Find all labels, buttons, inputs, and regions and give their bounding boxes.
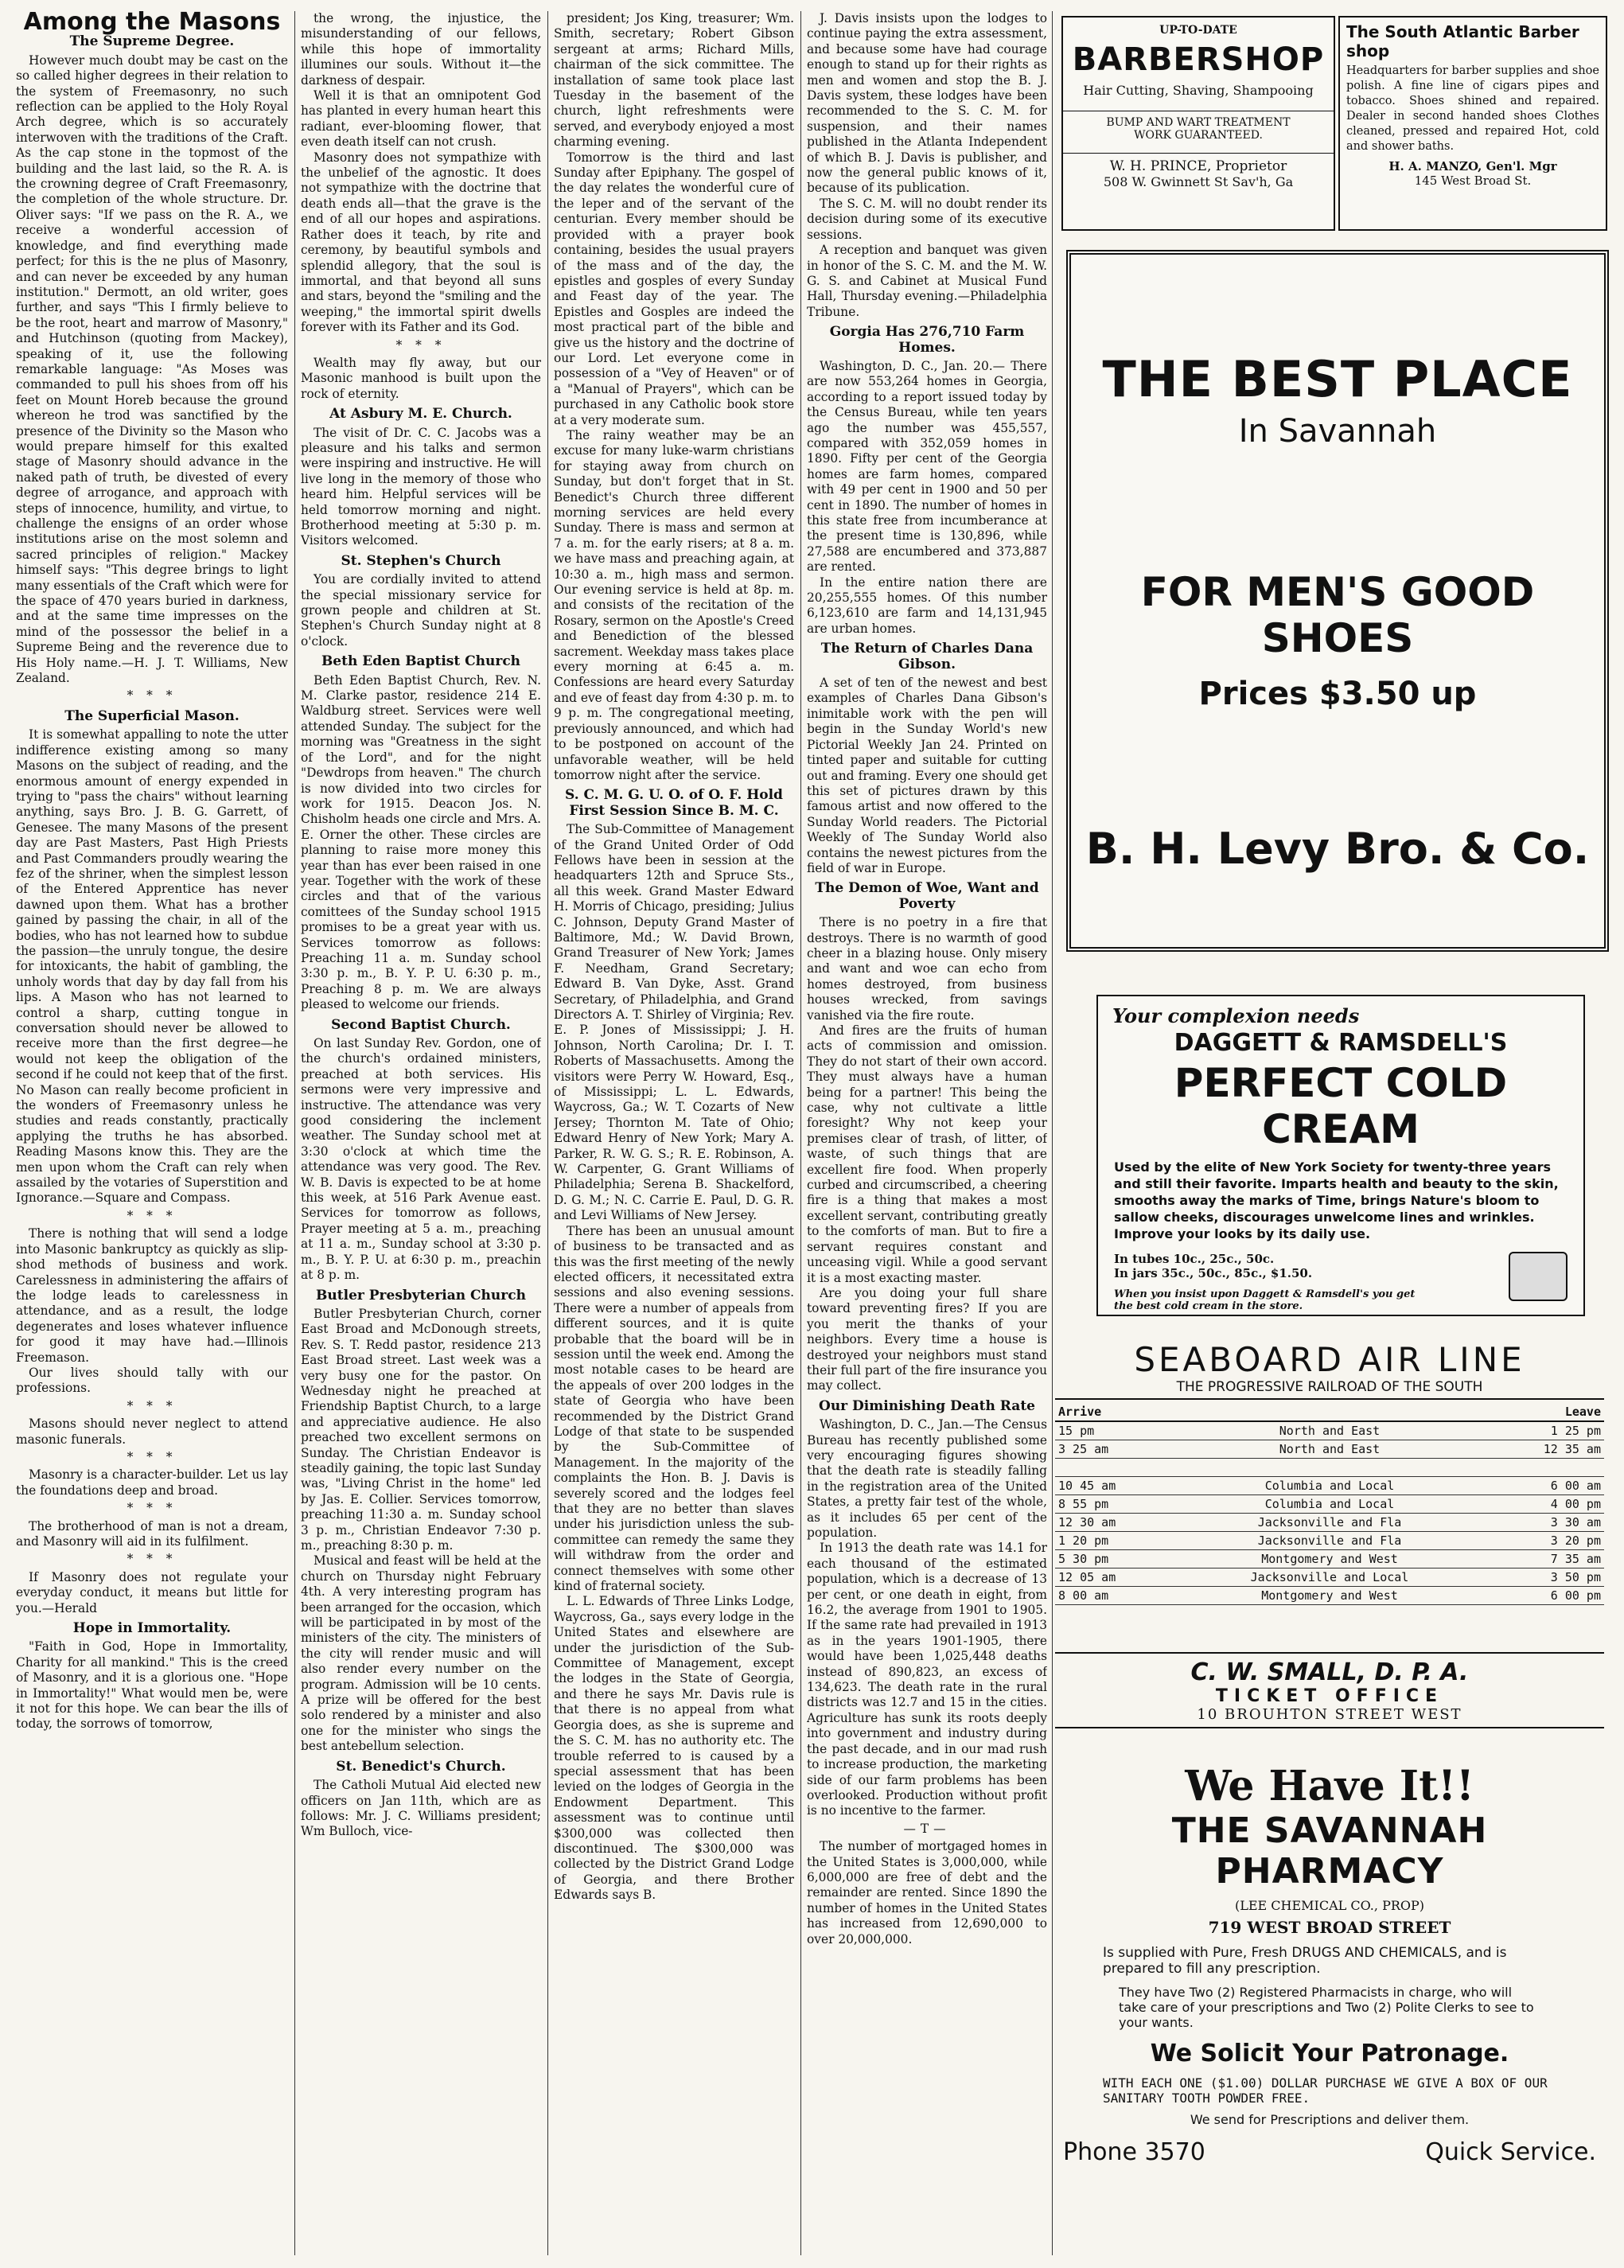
column-4	[807, 11, 1047, 2255]
article-paragraph: The number of mortgaged homes in the United States is 3,000,000, while 6,000,000 are free of debt and the remainder are rented. Since 1890 the number of homes in the United States has increased from 12,690,000 to over 20,000,000.	[807, 1839, 1047, 1947]
rail-schedule-row	[1055, 1440, 1604, 1459]
heading-superficial-mason: The Superficial Mason.	[64, 707, 240, 724]
article-paragraph: Tomorrow is the third and last Sunday after Epiphany. The gospel of the day relates the wonderful cure of the leper and of the servant of the centurian. Every member should be provided with a prayer book containing, besides the usual prayers of the mass and of the day, the epistles and gosples of every Sunday and Feast day of the year. The Epistles and Gosples are indeed the most practical part of the bible and give us the history and the doctrine of our Lord. Let everyone come in possession of a "Vey of Heaven" or of a "Manual of Prayers", which can be purchased in any Catholic book store at a very moderate sum.	[554, 150, 794, 427]
small-l3: 10 BROUHTON STREET WEST	[1197, 1706, 1462, 1723]
rail-cell-dest: Montgomery and West	[1176, 1587, 1483, 1605]
sab-addr: 145 West Broad St.	[1414, 173, 1532, 188]
levy-line5: B. H. Levy Bro. & Co.	[1085, 824, 1590, 874]
section-divider: * * *	[127, 1208, 177, 1223]
rail-cell-dest: Jacksonville and Local	[1176, 1569, 1483, 1587]
newspaper-page	[16, 11, 1608, 2257]
pharm-l9: We send for Prescriptions and deliver them.	[1190, 2112, 1470, 2127]
barber-line3: WORK GUARANTEED.	[1134, 129, 1263, 142]
small-name: C. W. SMALL, D. P. A.	[1190, 1658, 1469, 1686]
article-paragraph: Masons should never neglect to attend masonic funerals.	[16, 1417, 288, 1447]
article-paragraph: If Masonry does not regulate your everyday conduct, it means but little for you.—Herald	[16, 1569, 288, 1615]
pharm-quick: Quick Service.	[1425, 2138, 1596, 2166]
barber-prop: W. H. PRINCE, Proprietor	[1063, 153, 1334, 174]
ad-savannah-pharmacy	[1055, 1762, 1604, 2250]
rail-schedule-row	[1055, 1587, 1604, 1605]
rail-header-arrive: Arrive	[1055, 1403, 1176, 1421]
barber-services: Hair Cutting, Shaving, Shampooing	[1083, 83, 1314, 98]
article-paragraph: In the entire nation there are 20,255,555 homes. Of this number 6,123,610 are farm and 14,131,945 are urban homes.	[807, 575, 1047, 636]
rail-cell-lv	[1483, 1459, 1604, 1477]
rail-cell-dest: Columbia and Local	[1176, 1495, 1483, 1514]
cream-tag: When you insist upon Daggett & Ramsdell's you get the best cold cream in the store.	[1114, 1288, 1416, 1312]
rail-cell-dest	[1176, 1459, 1483, 1477]
rail-cell-lv: 3 30 am	[1483, 1514, 1604, 1532]
rail-cell-lv: 3 50 pm	[1483, 1569, 1604, 1587]
pharm-l4: 719 WEST BROAD STREET	[1208, 1918, 1451, 1937]
article-paragraph: The visit of Dr. C. C. Jacobs was a pleasure and his talks and sermon were inspiring and instructive. He will live long in the memory of those who heard him. Helpful services will be held tomorrow morning and night. Brotherhood meeting at 5:30 p. m. Visitors welcomed.	[301, 425, 541, 548]
barber-line2: BUMP AND WART TREATMENT	[1063, 111, 1334, 129]
column-rule	[294, 11, 295, 2255]
rail-schedule-row	[1055, 1550, 1604, 1569]
cream-brand: DAGGETT & RAMSDELL'S	[1174, 1029, 1508, 1057]
column-2	[301, 11, 541, 2255]
article-paragraph: The Catholi Mutual Aid elected new officers on Jan 11th, which are as follows: Mr. J. C. Williams president; Wm Bulloch, vice-	[301, 1778, 541, 1839]
heading-butler-presbyterian: Butler Presbyterian Church	[316, 1287, 526, 1304]
article-paragraph: You are cordially invited to attend the special missionary service for grown people and children at St. Stephen's Church Sunday night at 8 o'clock.	[301, 572, 541, 649]
levy-line2: In Savannah	[1238, 413, 1437, 450]
cream-text: Used by the elite of New York Society for twenty-three years and still their favorite. Imparts health and beauty to the skin, smooths away the marks of Time, brings Nature's bloom to sallow cheeks, discourages unwelcome lines and wrinkles. Improve your looks by its daily use.	[1114, 1159, 1559, 1241]
column-rule	[1052, 11, 1053, 2255]
rail-cell-lv: 6 00 am	[1483, 1477, 1604, 1495]
headline-among-the-masons: Among the Masons	[23, 11, 281, 36]
article-paragraph: president; Jos King, treasurer; Wm. Smith, secretary; Robert Gibson sergeant at arms; Richard Mills, chairman of the sick committee. The installation of same took place last Tuesday in the basement of the church, light refreshments were served, and everybody enjoyed a most charming evening.	[554, 11, 794, 150]
barber-addr: 508 W. Gwinnett St Sav'h, Ga	[1103, 174, 1294, 189]
pharm-phone: Phone 3570	[1063, 2138, 1205, 2166]
rail-schedule-row	[1055, 1532, 1604, 1550]
rail-cell-arr: 12 05 am	[1055, 1569, 1176, 1587]
pharm-l2: THE SAVANNAH PHARMACY	[1171, 1810, 1488, 1892]
rail-schedule-table	[1055, 1403, 1604, 1605]
section-divider: * * *	[395, 337, 446, 353]
sab-name: The South Atlantic Barber shop	[1346, 22, 1579, 60]
rail-cell-dest: North and East	[1176, 1440, 1483, 1459]
rail-schedule-row	[1055, 1459, 1604, 1477]
ad-south-atlantic-barber	[1338, 16, 1607, 231]
rail-schedule-row	[1055, 1421, 1604, 1440]
rail-cell-arr: 10 45 am	[1055, 1477, 1176, 1495]
rail-name: SEABOARD AIR LINE	[1134, 1340, 1525, 1379]
cream-tubes: In tubes 10c., 25c., 50c.	[1114, 1252, 1275, 1266]
rail-cell-arr: 8 00 am	[1055, 1587, 1176, 1605]
heading-scmg-odd-fellows: S. C. M. G. U. O. of O. F. Hold First Session Since B. M. C.	[565, 787, 783, 819]
heading-death-rate: Our Diminishing Death Rate	[819, 1397, 1035, 1414]
pharm-l1: We Have It!!	[1185, 1762, 1474, 1810]
article-paragraph: Wealth may fly away, but our Masonic manhood is built upon the rock of eternity.	[301, 355, 541, 401]
heading-st-stephens: St. Stephen's Church	[341, 552, 501, 569]
article-paragraph: Masonry is a character-builder. Let us lay the foundations deep and broad.	[16, 1467, 288, 1498]
pharm-l3: (LEE CHEMICAL CO., PROP)	[1234, 1898, 1424, 1913]
levy-line4: Prices $3.50 up	[1198, 676, 1477, 712]
article-paragraph: There is no poetry in a fire that destroys. There is no warmth of good cheer in a blazing house. Only misery and want and woe can echo from homes destroyed, from business houses wrecked, from savings vanished via the fire route.	[807, 915, 1047, 1023]
rail-header-leave: Leave	[1483, 1403, 1604, 1421]
rail-cell-arr	[1055, 1459, 1176, 1477]
rail-cell-arr: 5 30 pm	[1055, 1550, 1176, 1569]
section-divider: * * *	[127, 688, 177, 703]
heading-gibson-return: The Return of Charles Dana Gibson.	[820, 641, 1034, 672]
small-l2: TICKET OFFICE	[1215, 1686, 1444, 1706]
section-divider: * * *	[127, 1398, 177, 1413]
ad-cold-cream	[1096, 995, 1585, 1316]
rail-cell-lv: 4 00 pm	[1483, 1495, 1604, 1514]
rail-cell-dest: Jacksonville and Fla	[1176, 1532, 1483, 1550]
rail-cell-arr: 12 30 am	[1055, 1514, 1176, 1532]
article-paragraph: Butler Presbyterian Church, corner East Broad and McDonough streets, Rev. S. T. Redd pastor, residence 213 East Broad street. Last week was a very busy one for the pastor. On Wednesday night he preached at Friendship Baptist Church, to a large and appreciative audience. He also preached two excellent sermons on Sunday. The Christian Endeavor is steadily gaining, the topic last Sunday was, "Living Christ in the home" led by Jas. E. Collier. Services tomorrow, preaching 11:30 a. m. Sunday school 3 p. m., Christian Endeavor 7:30 p. m., preaching 8:30 p. m.	[301, 1306, 541, 1553]
article-paragraph: And fires are the fruits of human acts of commission and omission. They do not start of their own accord. They must always have a human being for a partner! This being the case, why not cultivate a little foresight? Why not keep your premises clear of trash, of litter, of waste, of such things that are excellent fire food. When properly curbed and circumscribed, a cheering fire is a thing that makes a most excellent servant, contributing greatly to the comforts of man. But to fire a servant requires constant and unceasing vigil. While a good servant it is a most exacting master.	[807, 1023, 1047, 1285]
rail-cell-lv: 6 00 pm	[1483, 1587, 1604, 1605]
rail-cell-dest: Montgomery and West	[1176, 1550, 1483, 1569]
section-divider: * * *	[127, 1552, 177, 1567]
column-rule	[800, 11, 801, 2255]
article-paragraph: There is nothing that will send a lodge into Masonic bankruptcy as quickly as slip-shod methods of business and work. Carelessness in administering the affairs of the lodge leads to carelessness in attendance, and as a result, the lodge degenerates and loses whatever influence for good it may have had.—Illinois Freemason.	[16, 1226, 288, 1365]
article-paragraph: "Faith in God, Hope in Immortality, Charity for all mankind." This is the creed of Masonry, and it is a glorious one. "Hope in Immortality!" What would men be, were it not for this hope. We can bear the ills of today, the sorrows of tomorrow,	[16, 1639, 288, 1732]
article-paragraph: The Sub-Committee of Management of the Grand United Order of Odd Fellows have been in session at the headquarters 12th and Spruce Sts., all this week. Grand Master Edward H. Morris of Chicago, presiding; Julius C. Johnson, Deputy Grand Master of Baltimore, Md.; W. David Brown, Grand Treasurer of New York; James F. Needham, Grand Secretary; Edward B. Van Dyke, Asst. Grand Secretary, of Philadelphia, and Grand Directors A. T. Shirley of Virginia; Rev. E. P. Jones of Mississippi; J. H. Johnson, North Carolina; Dr. I. T. Roberts of Massachusetts. Among the visitors were Perry W. Howard, Esq., of Mississippi; L. L. Edwards, Waycross, Ga.; W. T. Cozarts of New Jersey; Thornton M. Tate of Ohio; Edward Henry of New York; Mary A. Parker, R. W. G. S.; R. E. Robinson, A. W. Carpenter, G. Grant Williams of Philadelphia; Serena B. Shackelford, D. G. M.; N. C. Carrie E. Paul, D. G. R. and Levi Williams of New Jersey.	[554, 822, 794, 1223]
rail-cell-dest: North and East	[1176, 1421, 1483, 1440]
pharm-l5: Is supplied with Pure, Fresh DRUGS AND CHEMICALS, and is prepared to fill any prescription.	[1103, 1945, 1507, 1977]
levy-line1: THE BEST PLACE	[1102, 350, 1573, 408]
advertisements-column	[1055, 11, 1608, 2255]
rail-cell-dest: Jacksonville and Fla	[1176, 1514, 1483, 1532]
article-paragraph: J. Davis insists upon the lodges to continue paying the extra assessment, and because some have had courage enough to stand up for their rights as men and women and stop the B. J. Davis system, these lodges have been recommended to the S. C. M. for suspension, and their names published in the Atlanta Independent of which B. J. Davis is publisher, and now the general public knows of it, because of its publication.	[807, 11, 1047, 196]
article-paragraph: Our lives should tally with our professions.	[16, 1365, 288, 1396]
pharm-l8: WITH EACH ONE ($1.00) DOLLAR PURCHASE WE GIVE A BOX OF OUR SANITARY TOOTH POWDER FREE.	[1103, 2075, 1548, 2106]
article-paragraph: A set of ten of the newest and best examples of Charles Dana Gibson's inimitable work with the pen will begin in the Sunday World's new Pictorial Weekly Jan 24. Printed on tinted paper and suitable for cutting out and framing. Every one should get this set of pictures drawn by this famous artist and now offered to the Sunday World readers. The Pictorial Weekly of The Sunday World also contains the newest pictures from the field of war in Europe.	[807, 676, 1047, 875]
article-paragraph: Musical and feast will be held at the church on Thursday night February 4th. A very interesting program has been arranged for the occasion, which will be participated in by most of the ministers of the city. The ministers of the city will render music and will also render every number on the program. Admission will be 10 cents. A prize will be offered for the best solo rendered by a minister and also one for the minister who sings the best antebellum selection.	[301, 1553, 541, 1754]
rail-cell-arr: 15 pm	[1055, 1421, 1176, 1440]
article-paragraph: The rainy weather may be an excuse for many luke-warm christians for staying away from church on Sunday, but don't forget that in St. Benedict's Church three different morning services are held every Sunday. There is mass and sermon at 7 a. m. for the early risers; at 8 a. m. we have mass and preaching again, at 10:30 a. m., high mass and sermon. Our evening service is held at 8p. m. and consists of the recitation of the Rosary, sermon on the Apostle's Creed and Benediction of the blessed sacrement. Weekday mass takes place every morning at 6:45 a. m. Confessions are heard every Saturday and eve of feast day from 4:30 p. m. to 9 p. m. The congregational meeting, previously announced, and which had to be postponed on account of the unfavorable weather, will be held tomorrow night after the service.	[554, 427, 794, 782]
heading-demon-of-woe: The Demon of Woe, Want and Poverty	[815, 880, 1039, 912]
rail-schedule-row	[1055, 1569, 1604, 1587]
article-paragraph: the wrong, the injustice, the misunderstanding of our fellows, while this hope of immortality illumines our souls. Without it—the darkness of despair.	[301, 11, 541, 88]
heading-asbury-church: At Asbury M. E. Church.	[329, 406, 512, 423]
pharm-l6: They have Two (2) Registered Pharmacists in charge, who will take care of your prescriptions and Two (2) Polite Clerks to see to your wants.	[1119, 1985, 1534, 2030]
heading-st-benedicts: St. Benedict's Church.	[336, 1758, 506, 1775]
heading-second-baptist: Second Baptist Church.	[331, 1016, 511, 1033]
rail-schedule-row	[1055, 1477, 1604, 1495]
sab-text: Headquarters for barber supplies and shoe polish. A fine line of cigars pipes and tobacco. Shoes shined and repaired. Dealer in second handed shoes Clothes cleaned, pressed and repaired Hot, cold and shower baths.	[1346, 64, 1599, 153]
barber-name: BARBERSHOP	[1072, 41, 1325, 78]
article-paragraph: Well it is that an omnipotent God has planted in every human heart this radiant, ever-blooming flower, that even death itself can not crush.	[301, 88, 541, 150]
article-paragraph: Beth Eden Baptist Church, Rev. N. M. Clarke pastor, residence 214 E. Waldburg street. Services were well attended Sunday. The subject for the morning was "Greatness in the sight of the Lord", and for the night "Dewdrops from heaven." The church is now divided into two circles for work for 1915. Deacon Jos. N. Chisholm heads one circle and Mrs. A. E. Orner the other. These circles are planning to raise more money this year than has ever been raised in one year. Together with the work of these circles and that of the various comittees of the Sunday school 1915 promises to be a great year with us. Services tomorrow as follows: Preaching 11 a. m. Sunday school 3:30 p. m., B. Y. P. U. 6:30 p. m., Preaching 8 p. m. We are always pleased to welcome our friends.	[301, 672, 541, 1012]
article-paragraph: Masonry does not sympathize with the unbelief of the agnostic. It does not sympathize with the doctrine that death ends all—that the grave is the end of all our hopes and aspirations. Rather does it teach, by rite and ceremony, by beautiful symbols and splendid allegory, that the soul is immortal, and that beyond all suns and stars, beyond the "smiling and the weeping," the immortal spirit dwells forever with its Father and its God.	[301, 150, 541, 335]
column-1	[16, 11, 288, 2255]
article-paragraph: On last Sunday Rev. Gordon, one of the church's ordained ministers, preached at both services. His sermons were very impressive and instructive. The attendance was very good considering the inclement weather. The Sunday school met at 3:30 o'clock at which time the attendance was very good. The Rev. W. B. Davis is expected to be at home this week, at 516 Park Avenue east. Services for tomorrow as follows, Prayer meeting at 5 a. m., preaching at 11 a. m., Sunday school at 3:30 p. m., B. Y. P. U. at 6:30 p. m., preachin at 8 p. m.	[301, 1036, 541, 1283]
ad-bh-levy	[1066, 250, 1609, 952]
ad-seaboard-air-line	[1055, 1340, 1604, 1644]
sab-mgr: H. A. MANZO, Gen'l. Mgr	[1388, 159, 1557, 173]
heading-georgia-farm-homes: Gorgia Has 276,710 Farm Homes.	[829, 324, 1025, 356]
article-paragraph: Washington, D. C., Jan. 20.— There are now 553,264 homes in Georgia, according to a report issued today by the Census Bureau, while ten years ago the number was 455,557, compared with 352,059 homes in 1890. Fifty per cent of the Georgia homes are farm homes, compared with 49 per cent in 1900 and 50 per cent in 1890. The number of homes in this state free from incumberance at the present time is 130,896, while 27,588 are encumbered and 373,887 are rented.	[807, 358, 1047, 575]
section-divider: * * *	[127, 1501, 177, 1516]
ad-barbershop	[1061, 16, 1335, 231]
article-paragraph: L. L. Edwards of Three Links Lodge, Waycross, Ga., says every lodge in the United States and elsewhere are under the jurisdiction of the Sub-Committee of Management, except the lodges in the State of Georgia, and there he says Mr. Davis rule is that there is no appeal from what Georgia does, as she is supreme and the S. C. M. has no authority etc. The trouble referred to is caused by a special assessment that has been levied on the lodges of Georgia in the Endowment Department. This assessment was to continue until $300,000 was collected then discontinued. The $300,000 was collected by the District Grand Lodge of Georgia, and there Brother Edwards says B.	[554, 1594, 794, 1903]
column-rule	[547, 11, 548, 2255]
rail-cell-lv: 3 20 pm	[1483, 1532, 1604, 1550]
rail-schedule-row	[1055, 1514, 1604, 1532]
cream-top: Your complexion needs	[1112, 1004, 1360, 1027]
rail-cell-dest: Columbia and Local	[1176, 1477, 1483, 1495]
section-divider: —T—	[903, 1821, 951, 1836]
article-paragraph: A reception and banquet was given in honor of the S. C. M. and the M. W. G. S. and Cabinet at Musical Fund Hall, Thursday evening.—Philadelphia Tribune.	[807, 243, 1047, 319]
ad-cw-small	[1055, 1652, 1604, 1728]
heading-beth-eden: Beth Eden Baptist Church	[321, 653, 521, 670]
rail-cell-arr: 8 55 pm	[1055, 1495, 1176, 1514]
article-paragraph: Are you doing your full share toward preventing fires? If you are you merit the thanks of your neighbors. Every time a house is destroyed your neighbors must stand their full part of the fire insurance you may collect.	[807, 1285, 1047, 1393]
section-divider: * * *	[127, 1449, 177, 1464]
cream-jars: In jars 35c., 50c., 85c., $1.50.	[1114, 1266, 1313, 1280]
heading-hope-immortality: Hope in Immortality.	[72, 1620, 232, 1637]
heading-supreme-degree: The Supreme Degree.	[69, 33, 235, 50]
article-paragraph: In 1913 the death rate was 14.1 for each thousand of the estimated population, which is a decrease of 13 per cent, or one death in eight, from 16.2, the average from 1901 to 1905. If the same rate had prevailed in 1913 as in the years 1901-1905, there would have been 1,025,448 deaths instead of 890,823, an excess of 134,623. The death rate in the rural districts was 12.7 and 15 in the cities. Agriculture has sunk its roots deeply into government and industry during the past decade, and in our mad rush to increase production, the marketing side of our farm problems has been overlooked. Production without profit is no incentive to the farmer.	[807, 1541, 1047, 1818]
rail-cell-arr: 1 20 pm	[1055, 1532, 1176, 1550]
article-paragraph: The brotherhood of man is not a dream, and Masonry will aid in its fulfilment.	[16, 1518, 288, 1549]
rail-sub: THE PROGRESSIVE RAILROAD OF THE SOUTH	[1055, 1379, 1604, 1400]
cream-jar-icon	[1509, 1252, 1568, 1301]
rail-cell-lv: 7 35 am	[1483, 1550, 1604, 1569]
article-paragraph: It is somewhat appalling to note the utter indifference existing among so many Masons on the subject of reading, and the enormous amount of energy expended in trying to "pass the chairs" without learning anything, says Bro. J. B. G. Garrett, of Genesee. The many Masons of the present day are Past Masters, Past High Priests and Past Commanders proudly wearing the fez of the shriner, when the simplest lesson of the Entered Apprentice has never dawned upon them. What has a brother gained by passing the chair, in all of the bodies, who has not learned how to subdue the passion—the unruly tongue, the desire for intoxicants, the habit of gambling, the unholy words that day by day fall from his lips. A Mason who has not learned to control a sharp, cutting tongue in conversation should never be allowed to receive more than the first degree—he would not keep the obligation of the second if he could not keep that of the first. No Mason can really become proficient in the wonders of Freemasonry unless he studies and reads constantly, practically applying the truths he has absorbed. Reading Masons know this. They are the men upon whom the Craft can rely when assailed by the votaries of Superstition and Ignorance.—Square and Compass.	[16, 727, 288, 1206]
pharm-l7: We Solicit Your Patronage.	[1150, 2040, 1509, 2067]
rail-cell-lv: 12 35 am	[1483, 1440, 1604, 1459]
barber-top: UP-TO-DATE	[1159, 24, 1237, 37]
levy-line3: FOR MEN'S GOOD SHOES	[1140, 569, 1535, 661]
rail-cell-arr: 3 25 am	[1055, 1440, 1176, 1459]
column-3	[554, 11, 794, 2255]
article-paragraph: The S. C. M. will no doubt render its decision during some of its executive sessions.	[807, 196, 1047, 242]
article-paragraph: However much doubt may be cast on the so called higher degrees in their relation to the system of Freemasonry, no such reflection can be applied to the Holy Royal Arch degree, which is so accurately interwoven with the traditions of the Craft. As the cap stone in the topmost of the building and the last laid, so the R. A. is the crowning degree of Craft Freemasonry, the completion of the whole structure. Dr. Oliver says: "If we pass on the R. A., we receive a wonderful accession of knowledge, and find everything made perfect; for this is the ne plus of Masonry, and can never be exceeded by any human institution." Dermott, an old writer, goes further, and says "This I firmly believe to be the root, heart and marrow of Masonry," and Hutchinson (quoting from Mackey), speaking of it, use the following remarkable language: "As Moses was commanded to pull his shoes from off his feet on Mount Horeb because the ground whereon he trod was sanctified by the presence of the Divinity so the Mason who would prepare himself for this exalted stage of Masonry should advance in the naked path of truth, be divested of every degree of arrogance, and approach with steps of innocence, humility, and virtue, to challenge the ensigns of an order whose institutions arise on the most solemn and sacred principles of religion." Mackey himself says: "This degree brings to light many essentials of the Craft which were for the space of 470 years buried in darkness, and at the same time impresses on the mind of the possessor the belief in a Supreme Being and the reverence due to His Holy name.—H. J. T. Williams, New Zealand.	[16, 53, 288, 686]
rail-schedule-row	[1055, 1495, 1604, 1514]
article-paragraph: There has been an unusual amount of business to be transacted and as this was the first meeting of the newly elected officers, it necessitated extra sessions and also evening sessions. There were a number of appeals from different sources, and it is quite probable that the board will be in session until the week end. Among the most notable cases to be heard are the appeals of over 200 lodges in the state of Georgia who have been recommended by the District Grand Lodge of that state to be suspended by the Sub-Committee of Management. In the majority of the complaints the Hon. B. J. Davis is severely scored and the lodges feel that they are no better than slaves under his jurisdiction unless the sub-committee can remedy the same they will withdraw from the order and connect themselves with some other kind of fraternal society.	[554, 1223, 794, 1594]
cream-name: PERFECT COLD CREAM	[1174, 1060, 1508, 1152]
article-paragraph: Washington, D. C., Jan.—The Census Bureau has recently published some very encouraging figures showing that the death rate is steadily falling in the registration area of the United States, a pretty fair test of the whole, as it includes 65 per cent of the population.	[807, 1417, 1047, 1540]
rail-cell-lv: 1 25 pm	[1483, 1421, 1604, 1440]
